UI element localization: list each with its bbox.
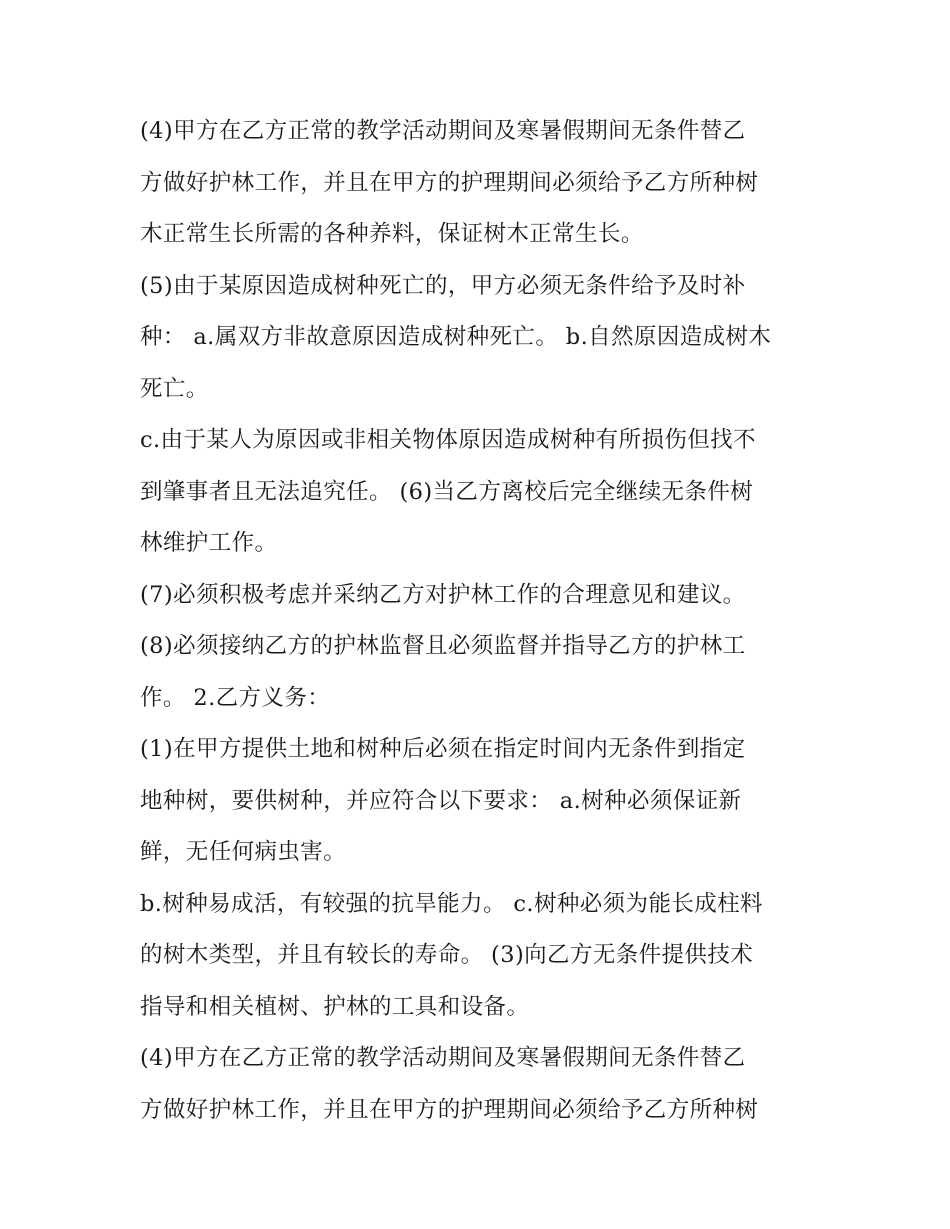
text-line: 死亡。 — [140, 375, 209, 402]
text-line: b.树种易成活，有较强的抗旱能力。 c.树种必须为能长成柱料 — [140, 890, 763, 917]
paragraph — [140, 1033, 820, 1136]
paragraph — [140, 570, 820, 622]
text-line: 方做好护林工作，并且在甲方的护理期间必须给予乙方所种树 — [140, 169, 759, 196]
text-line: 到肇事者且无法追究任。 (6)当乙方离校后完全继续无条件树 — [140, 478, 754, 505]
text-line: (4)甲方在乙方正常的教学活动期间及寒暑假期间无条件替乙 — [140, 118, 746, 144]
text-line: 林维护工作。 — [140, 530, 278, 556]
text-line: (4)甲方在乙方正常的教学活动期间及寒暑假期间无条件替乙 — [140, 1045, 746, 1071]
text-line: 地种树，要供树种，并应符合以下要求： a.树种必须保证新 — [140, 787, 742, 814]
text-line: c.由于某人为原因或非相关物体原因造成树种有所损伤但找不 — [140, 427, 756, 453]
text-line: 方做好护林工作，并且在甲方的护理期间必须给予乙方所种树 — [140, 1096, 759, 1123]
text-line: (8)必须接纳乙方的护林监督且必须监督并指导乙方的护林工 — [140, 633, 746, 659]
text-line: (5)由于某原因造成树种死亡的，甲方必须无条件给予及时补 — [140, 272, 746, 299]
text-line: (1)在甲方提供土地和树种后必须在指定时间内无条件到指定 — [140, 736, 746, 762]
paragraph — [140, 261, 820, 416]
text-line: 木正常生长所需的各种养料，保证树木正常生长。 — [140, 221, 644, 247]
paragraph — [140, 879, 820, 1034]
text-line: (7)必须积极考虑并采纳乙方对护林工作的合理意见和建议。 — [140, 581, 746, 608]
paragraph — [140, 415, 820, 570]
paragraph — [140, 621, 820, 724]
text-line: 鲜，无任何病虫害。 — [140, 839, 347, 865]
text-line: 的树木类型，并且有较长的寿命。 (3)向乙方无条件提供技术 — [140, 942, 754, 968]
text-line: 种： a.属双方非故意原因造成树种死亡。 b.自然原因造成树木 — [140, 324, 772, 350]
document-body — [140, 106, 820, 1136]
paragraph — [140, 724, 820, 879]
text-line: 指导和相关植树、护林的工具和设备。 — [140, 993, 530, 1020]
paragraph — [140, 106, 820, 261]
text-line: 作。 2.乙方义务： — [140, 684, 331, 711]
